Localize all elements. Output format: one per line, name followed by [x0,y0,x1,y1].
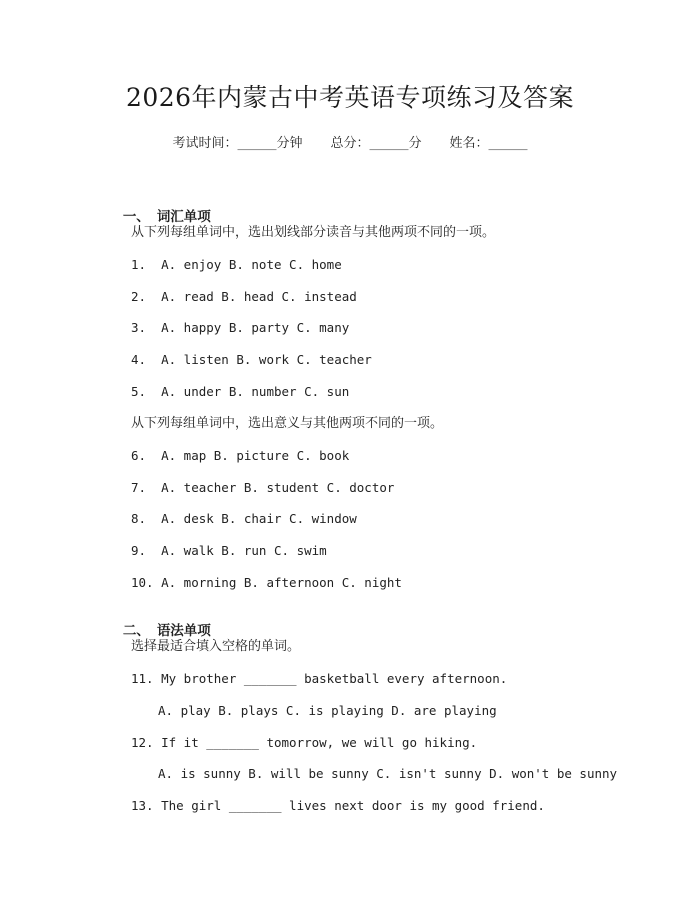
total-score-label: 总分：______分 [330,136,422,151]
question-6: 6. A. map B. picture C. book [131,448,350,463]
instruction-meaning: 从下列每组单词中，选出意义与其他两项不同的一项。 [131,416,444,431]
section-number: 二、 [122,623,150,639]
question-9: 9. A. walk B. run C. swim [131,543,327,558]
question-11: 11. My brother _______ basketball every afternoon. [131,671,508,686]
question-12-options: A. is sunny B. will be sunny C. isn't sunny D. won't be sunny [158,766,618,781]
student-name-label: 姓名：______ [449,136,528,151]
question-7: 7. A. teacher B. student C. doctor [131,480,395,495]
question-11-options: A. play B. plays C. is playing D. are playing [158,703,497,718]
exam-meta [0,132,700,151]
exam-time-label: 考试时间：______分钟 [172,136,303,151]
question-3: 3. A. happy B. party C. many [131,320,350,335]
question-1: 1. A. enjoy B. note C. home [131,257,342,272]
question-12: 12. If it _______ tomorrow, we will go hiking. [131,735,478,750]
section-title: 语法单项 [156,623,211,639]
page-title: 2026年内蒙古中考英语专项练习及答案 [125,83,575,112]
question-10: 10. A. morning B. afternoon C. night [131,575,402,590]
instruction-grammar: 选择最适合填入空格的单词。 [131,639,301,654]
question-4: 4. A. listen B. work C. teacher [131,352,372,367]
section-number: 一、 [122,209,150,225]
question-8: 8. A. desk B. chair C. window [131,511,357,526]
question-5: 5. A. under B. number C. sun [131,384,350,399]
question-13: 13. The girl _______ lives next door is my good friend. [131,798,545,813]
instruction-pronunciation: 从下列每组单词中，选出划线部分读音与其他两项不同的一项。 [131,225,496,240]
question-2: 2. A. read B. head C. instead [131,289,357,304]
section-title: 词汇单项 [156,209,211,225]
